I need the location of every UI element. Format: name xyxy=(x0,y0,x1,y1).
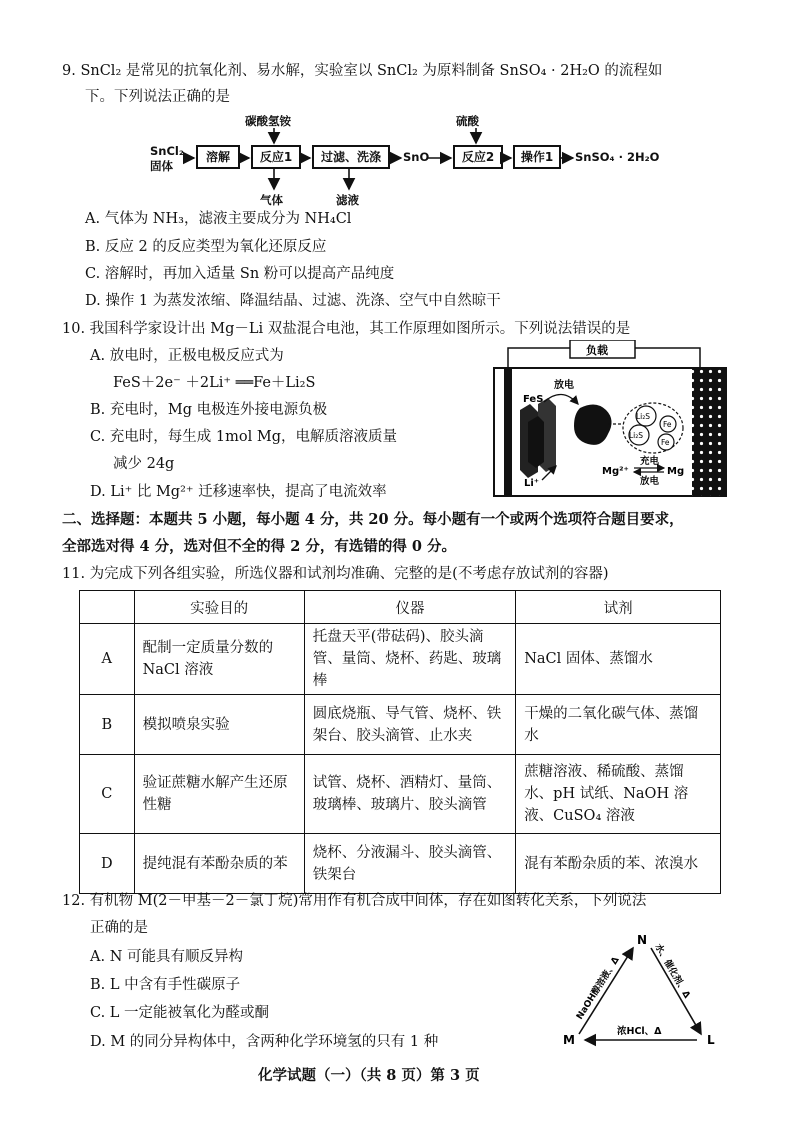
q12-option-b: B. L 中含有手性碳原子 xyxy=(90,977,241,993)
q10-option-a-line1: A. 放电时，正极电极反应式为 xyxy=(90,348,284,364)
table-row xyxy=(80,834,721,894)
flow-mid-product: SnO xyxy=(403,150,430,164)
flow-start-line2: 固体 xyxy=(150,159,173,173)
q9-stem-line1: 9. SnCl₂ 是常见的抗氧化剂、易水解，实验室以 SnCl₂ 为原料制备 SnSO₄ · 2H₂O 的流程如 xyxy=(62,63,663,79)
row-instruments: 烧杯、分液漏斗、胶头滴管、铁架台 xyxy=(304,834,515,894)
q10-stem: 10. 我国科学家设计出 Mg－Li 双盐混合电池，其工作原理如图所示。下列说法错误的是 xyxy=(62,321,631,337)
table-header-purpose: 实验目的 xyxy=(134,591,304,624)
table-row xyxy=(80,624,721,695)
row-label: D xyxy=(80,834,135,894)
flow-box-dissolve: 溶解 xyxy=(196,145,240,169)
q9-option-c: C. 溶解时，再加入适量 Sn 粉可以提高产品纯度 xyxy=(85,266,395,282)
row-purpose: 配制一定质量分数的NaCl 溶液 xyxy=(134,624,304,695)
row-purpose: 模拟喷泉实验 xyxy=(134,695,304,755)
row-reagents: 蔗糖溶液、稀硫酸、蒸馏水、pH 试纸、NaOH 溶液、CuSO₄ 溶液 xyxy=(516,755,721,834)
row-purpose: 提纯混有苯酚杂质的苯 xyxy=(134,834,304,894)
right-condition: 水、催化剂、Δ xyxy=(652,942,692,1001)
flow-end-product: SnSO₄ · 2H₂O xyxy=(575,150,660,164)
fe-label-2: Fe xyxy=(661,438,670,447)
q12-triangle-figure xyxy=(555,928,735,1048)
flow-box-reaction1: 反应1 xyxy=(251,145,301,169)
row-reagents: 混有苯酚杂质的苯、浓溴水 xyxy=(516,834,721,894)
flow-out-filtrate: 滤液 xyxy=(336,193,359,207)
flow-out-gas: 气体 xyxy=(260,193,283,207)
q10-option-a-line2: FeS＋2e⁻ ＋2Li⁺ ══Fe＋Li₂S xyxy=(113,375,316,391)
flow-reagent2: 硫酸 xyxy=(456,114,479,128)
q9-option-d: D. 操作 1 为蒸发浓缩、降温结晶、过滤、洗涤、空气中自然晾干 xyxy=(85,293,501,309)
row-instruments: 试管、烧杯、酒精灯、量筒、玻璃棒、玻璃片、胶头滴管 xyxy=(304,755,515,834)
flow-start-line1: SnCl₂ xyxy=(150,144,184,158)
q11-stem: 11. 为完成下列各组实验，所选仪器和试剂均准确、完整的是(不考虑存放试剂的容器) xyxy=(62,566,609,582)
q10-battery-figure xyxy=(490,340,730,500)
mg-ion-label: Mg²⁺ xyxy=(602,466,629,477)
flow-arrows xyxy=(0,0,794,220)
section2-line2: 全部选对得 4 分，选对但不全的得 2 分，有选错的得 0 分。 xyxy=(62,538,457,555)
left-electrode xyxy=(504,368,512,496)
row-reagents: 干燥的二氧化碳气体、蒸馏水 xyxy=(516,695,721,755)
q11-table xyxy=(79,590,721,894)
flow-reagent1: 碳酸氢铵 xyxy=(245,114,291,128)
q9-option-a: A. 气体为 NH₃，滤液主要成分为 NH₄Cl xyxy=(85,211,352,227)
mg-electrode xyxy=(692,368,726,496)
row-label: B xyxy=(80,695,135,755)
q12-stem-line2: 正确的是 xyxy=(90,920,148,936)
page-footer: 化学试题（一）（共 8 页）第 3 页 xyxy=(258,1067,480,1084)
li-ion-label: Li⁺ xyxy=(524,478,540,489)
q10-option-c-line1: C. 充电时，每生成 1mol Mg，电解质溶液质量 xyxy=(90,429,397,445)
row-label: A xyxy=(80,624,135,695)
q12-stem-line1: 12. 有机物 M(2－甲基－2－氯丁烷)常用作有机合成中间体，存在如图转化关系，下列说法 xyxy=(62,893,647,909)
table-row xyxy=(80,695,721,755)
fes-crystals xyxy=(520,398,556,478)
q9-option-b: B. 反应 2 的反应类型为氧化还原反应 xyxy=(85,239,327,255)
load-label: 负载 xyxy=(586,344,608,357)
table-row xyxy=(80,755,721,834)
row-instruments: 圆底烧瓶、导气管、烧杯、铁架台、胶头滴管、止水夹 xyxy=(304,695,515,755)
q10-option-b: B. 充电时，Mg 电极连外接电源负极 xyxy=(90,402,328,418)
q12-option-a: A. N 可能具有顺反异构 xyxy=(90,949,243,965)
node-n: N xyxy=(637,933,648,947)
flow-box-reaction2: 反应2 xyxy=(453,145,503,169)
node-l: L xyxy=(707,1033,715,1047)
bottom-condition: 浓HCl、Δ xyxy=(617,1026,662,1037)
section2-line1: 二、选择题：本题共 5 小题，每小题 4 分，共 20 分。每小题有一个或两个选项符合题目要求， xyxy=(62,511,684,528)
fes-label: FeS xyxy=(523,394,544,405)
node-m: M xyxy=(563,1033,575,1047)
table-header-blank xyxy=(80,591,135,624)
fe-label-1: Fe xyxy=(663,420,672,429)
charge-label: 充电 xyxy=(640,456,660,467)
q12-option-c: C. L 一定能被氧化为醛或酮 xyxy=(90,1005,270,1021)
li2s-label-2: Li₂S xyxy=(629,431,644,440)
flow-box-filter-wash: 过滤、洗涤 xyxy=(312,145,390,169)
row-purpose: 验证蔗糖水解产生还原性糖 xyxy=(134,755,304,834)
table-header-reagents: 试剂 xyxy=(516,591,721,624)
table-header-instruments: 仪器 xyxy=(304,591,515,624)
row-label: C xyxy=(80,755,135,834)
discharge2-label: 放电 xyxy=(640,476,660,487)
row-reagents: NaCl 固体、蒸馏水 xyxy=(516,624,721,695)
flow-box-operation1: 操作1 xyxy=(513,145,561,169)
left-condition: NaOH醇溶液、Δ xyxy=(575,955,622,1022)
li2s-label-1: Li₂S xyxy=(636,412,651,421)
q9-stem-line2: 下。下列说法正确的是 xyxy=(85,89,230,105)
table-header-row xyxy=(80,591,721,624)
row-instruments: 托盘天平(带砝码)、胶头滴管、量筒、烧杯、药匙、玻璃棒 xyxy=(304,624,515,695)
q10-option-d: D. Li⁺ 比 Mg²⁺ 迁移速率快，提高了电流效率 xyxy=(90,484,387,500)
q12-option-d: D. M 的同分异构体中，含两种化学环境氢的只有 1 种 xyxy=(90,1034,439,1050)
discharge-label: 放电 xyxy=(554,380,574,391)
q10-option-c-line2: 减少 24g xyxy=(113,456,175,472)
mg-label: Mg xyxy=(667,466,685,477)
